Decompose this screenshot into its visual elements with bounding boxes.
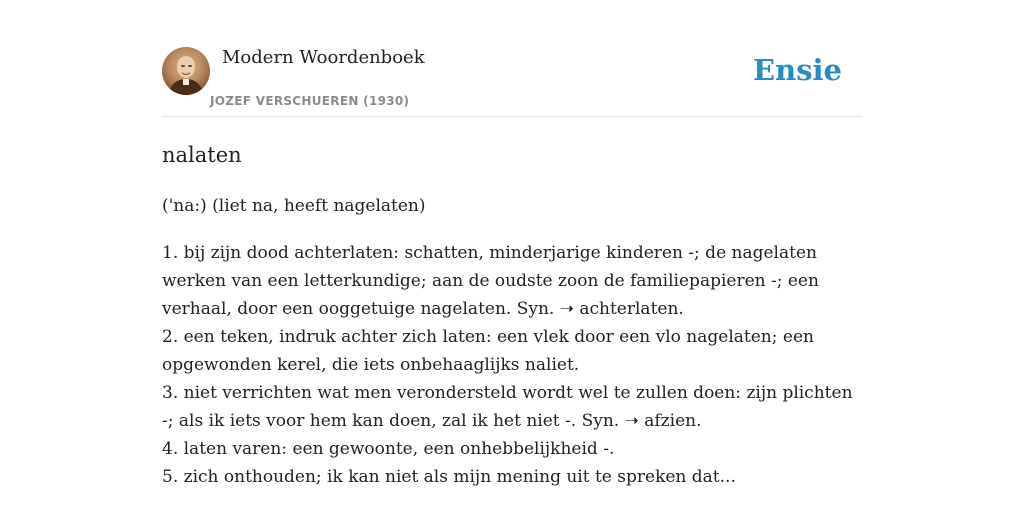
definition-item: 4. laten varen: een gewoonte, een onhebbelijkheid -.: [162, 439, 615, 459]
definition-item: 3. niet verrichten wat men verondersteld wordt wel te zullen doen: zijn plichten -; als ik iets voor hem kan doen, zal ik het niet -. Syn. ➝ afzien.: [162, 383, 853, 431]
author-avatar[interactable]: [162, 47, 210, 95]
ensie-logo[interactable]: Ensie: [753, 53, 842, 87]
definition-list: [162, 239, 862, 491]
entry-pronunciation: ('na:) (liet na, heeft nagelaten): [162, 196, 426, 216]
entry-card: [162, 0, 862, 512]
portrait-icon: [162, 47, 210, 95]
definition-item: 1. bij zijn dood achterlaten: schatten, minderjarige kinderen -; de nagelaten werken van een letterkundige; aan de oudste zoon de familiepapieren -; een verhaal, door een ooggetuige nagelaten. Syn. ➝ achterlaten.: [162, 243, 819, 319]
author-name[interactable]: JOZEF VERSCHUEREN (1930): [210, 94, 410, 108]
header: [162, 0, 862, 117]
definition-item: 5. zich onthouden; ik kan niet als mijn mening uit te spreken dat...: [162, 467, 736, 487]
dictionary-title[interactable]: Modern Woordenboek: [222, 47, 425, 68]
definition-item: 2. een teken, indruk achter zich laten: een vlek door een vlo nagelaten; een opgewonden kerel, die iets onbehaaglijks naliet.: [162, 327, 814, 375]
entry-headword: nalaten: [162, 143, 242, 167]
